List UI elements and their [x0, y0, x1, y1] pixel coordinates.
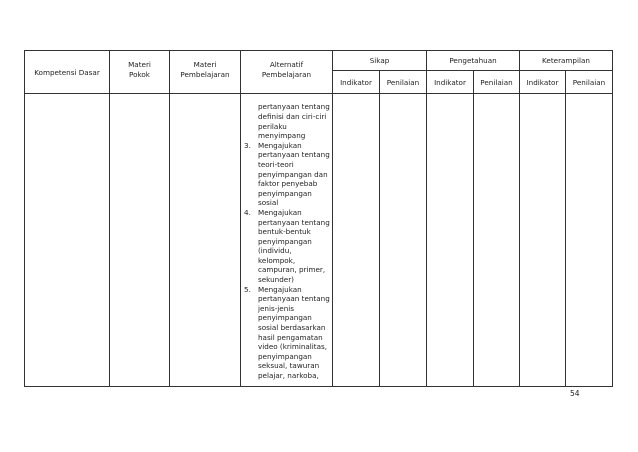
cell-materi-pembelajaran — [170, 94, 241, 387]
page-number: 54 — [570, 389, 580, 398]
cell-keterampilan-indikator — [520, 94, 566, 387]
list-item: 4. Mengajukan pertanyaan tentang bentuk-bentuk penyimpangan (individu, kelompok, campuran, primer, sekunder) — [244, 207, 330, 285]
header-materi-pokok: Materi Pokok — [110, 51, 170, 94]
header-keterampilan-penilaian: Penilaian — [566, 71, 613, 94]
cell-kompetensi-dasar — [25, 94, 110, 387]
header-materi-pembelajaran: Materi Pembelajaran — [170, 51, 241, 94]
header-sikap-penilaian: Penilaian — [380, 71, 427, 94]
cell-sikap-penilaian — [380, 94, 427, 387]
activity-list — [241, 99, 332, 380]
continuation-text: pertanyaan tentang definisi dan ciri-ciri perilaku menyimpang — [258, 102, 330, 141]
cell-alternatif-pembelajaran — [241, 94, 333, 387]
header-kompetensi-dasar: Kompetensi Dasar — [25, 51, 110, 94]
header-pengetahuan-penilaian: Penilaian — [474, 71, 520, 94]
header-sikap-indikator: Indikator — [333, 71, 380, 94]
header-keterampilan-indikator: Indikator — [520, 71, 566, 94]
header-sikap: Sikap — [333, 51, 427, 71]
header-alternatif-pembelajaran: Alternatif Pembelajaran — [241, 51, 333, 94]
header-keterampilan: Keterampilan — [520, 51, 613, 71]
list-item: 5. Mengajukan pertanyaan tentang jenis-jenis penyimpangan sosial berdasarkan hasil pengamatan video (kriminalitas, penyimpangan seksual, tawuran pelajar, narkoba, — [244, 284, 330, 381]
cell-keterampilan-penilaian — [566, 94, 613, 387]
header-pengetahuan-indikator: Indikator — [427, 71, 474, 94]
list-item: 3. Mengajukan pertanyaan tentang teori-teori penyimpangan dan faktor penyebab penyimpangan sosial — [244, 140, 330, 208]
header-pengetahuan: Pengetahuan — [427, 51, 520, 71]
curriculum-table — [24, 50, 613, 387]
cell-materi-pokok — [110, 94, 170, 387]
cell-pengetahuan-penilaian — [474, 94, 520, 387]
cell-sikap-indikator — [333, 94, 380, 387]
cell-pengetahuan-indikator — [427, 94, 474, 387]
